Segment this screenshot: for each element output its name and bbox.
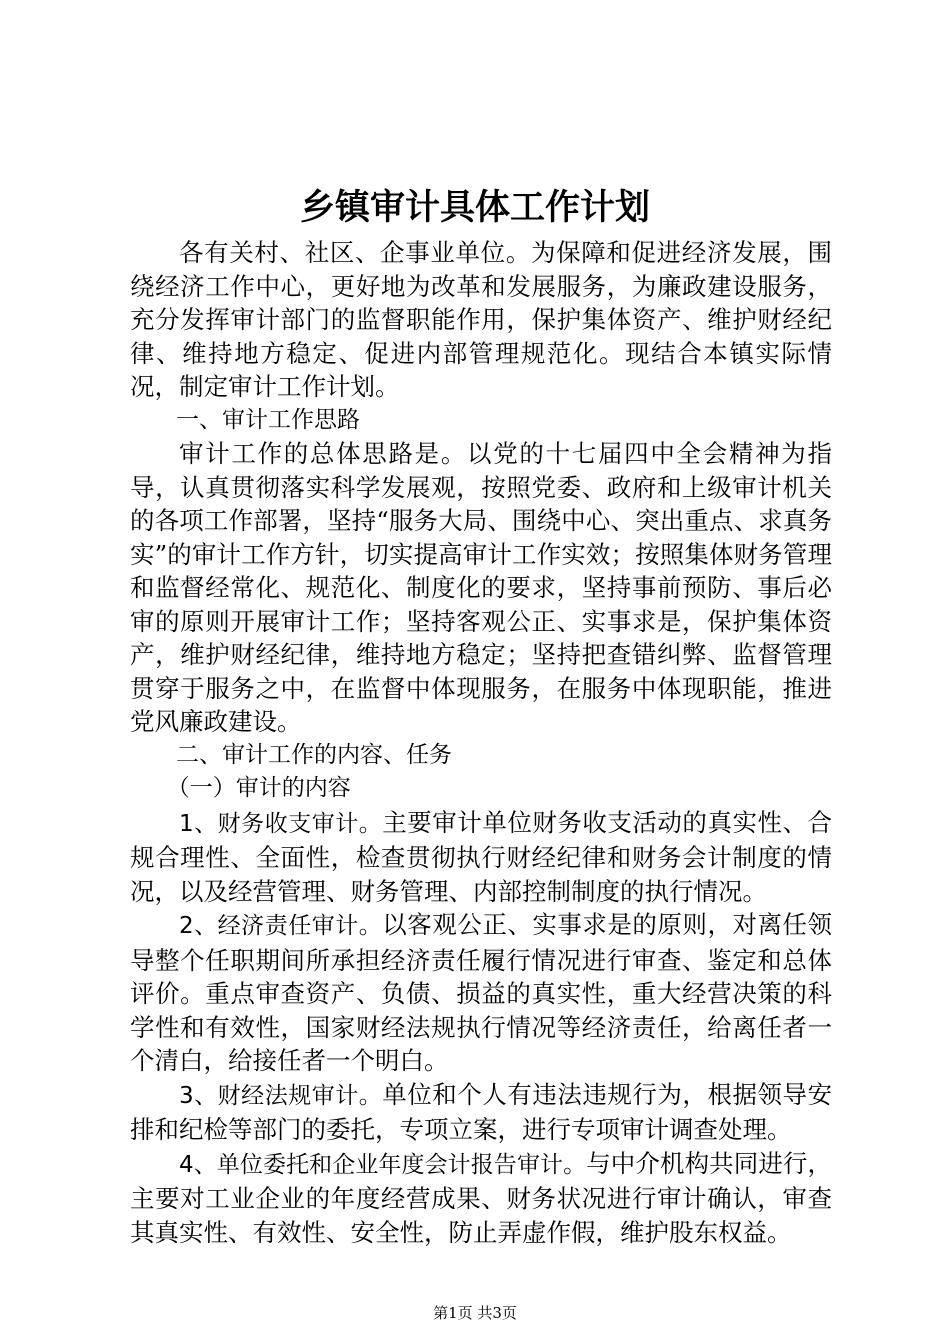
- item-text: 以客观公正、实事求是的原则，对离任领导整个任职期间所承担经济责任履行情况进行审查、鉴定和总体评价。重点审查资产、负债、损益的真实性，重大经营决策的科学性和有效性，国家财经法规执行情况等经济责任，给离任者一个清白，给接任者一个明白。: [130, 910, 832, 1075]
- list-item: [130, 1078, 832, 1147]
- section-paragraph-thinking: 审计工作的总体思路是。以党的十七届四中全会精神为指导，认真贯彻落实科学发展观，按照党委、政府和上级审计机关的各项工作部署，坚持“服务大局、围绕中心、突出重点、求真务实”的审计工作方针，切实提高审计工作实效；按照集体财务管理和监督经常化、规范化、制度化的要求，坚持事前预防、事后必审的原则开展审计工作；坚持客观公正、实事求是，保护集体资产，维护财经纪律，维持地方稳定；坚持把查错纠弊、监督管理贯穿于服务之中，在监督中体现服务，在服务中体现职能，推进党风廉政建设。: [130, 439, 832, 736]
- item-lead: 2、经济责任审计。: [179, 913, 383, 939]
- subsection-heading-audit-content: （一）审计的内容: [166, 775, 351, 801]
- section-heading-content: 二、审计工作的内容、任务: [176, 741, 452, 768]
- item-lead: 1、财务收支审计。: [179, 810, 383, 837]
- intro-paragraph: 各有关村、社区、企事业单位。为保障和促进经济发展，围绕经济工作中心，更好地为改革和发展服务，为廉政建设服务，充分发挥审计部门的监督职能作用，保护集体资产、维护财经纪律、维持地方稳定、促进内部管理规范化。现结合本镇实际情况，制定审计工作计划。: [130, 238, 832, 401]
- item-text: 单位和个人有违法违规行为，根据领导安排和纪检等部门的委托，专项立案，进行专项审计调查处理。: [130, 1079, 832, 1144]
- list-item: [130, 806, 832, 909]
- document-body: [130, 236, 832, 1249]
- list-item: [130, 908, 832, 1078]
- document-title: 乡镇审计具体工作计划: [299, 188, 650, 228]
- section-heading-thinking: 一、审计工作思路: [176, 406, 360, 433]
- item-text: 主要审计单位财务收支活动的真实性、合规合理性、全面性，检查贯彻执行财经纪律和财务会计制度的情况，以及经营管理、财务管理、内部控制制度的执行情况。: [130, 807, 832, 906]
- item-lead: 3、财经法规审计。: [179, 1082, 383, 1109]
- item-text: 与中介机构共同进行，主要对工业企业的年度经营成果、财务状况进行审计确认，审查其真实性、有效性、安全性，防止弄虚作假，维护股东权益。: [130, 1148, 833, 1247]
- page-footer: 第1页 共3页: [433, 1304, 517, 1322]
- list-item: [130, 1147, 832, 1250]
- item-lead: 4、单位委托和企业年度会计报告审计。: [179, 1151, 587, 1178]
